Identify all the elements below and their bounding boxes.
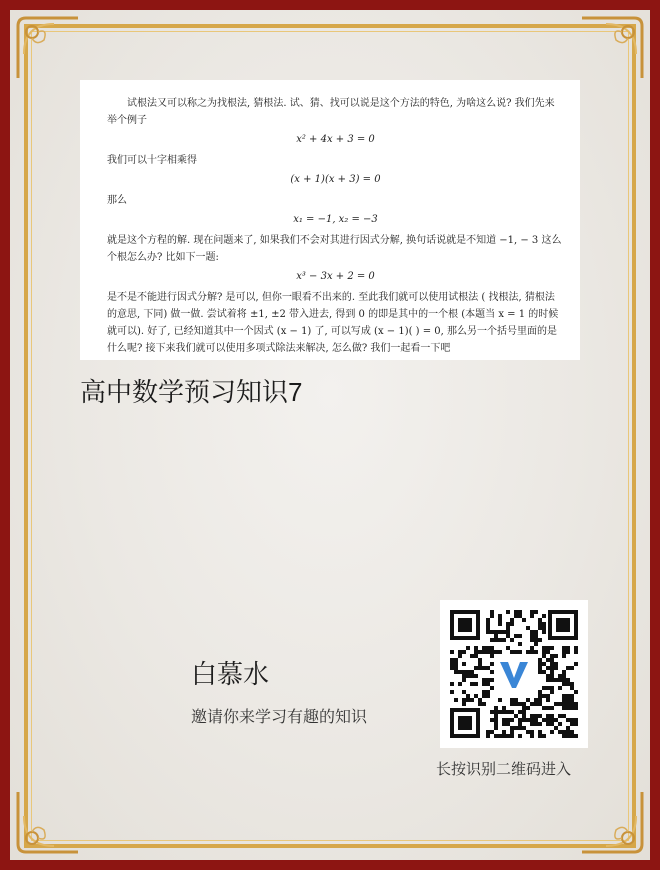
excerpt-paragraph: 试根法又可以称之为找根法, 猜根法. 试、猜、找可以说是这个方法的特色, 为啥这么说? 我们先来举个例子 <box>107 98 555 126</box>
excerpt-paragraph: 那么 <box>107 195 127 206</box>
excerpt-equation: x² + 4x + 3 = 0 <box>296 134 375 145</box>
excerpt-equation: x₁ = −1, x₂ = −3 <box>293 214 378 225</box>
qr-code[interactable] <box>440 600 588 748</box>
page-title: 高中数学预习知识7 <box>80 377 303 407</box>
ornament-corner-icon <box>578 788 646 856</box>
ornament-corner-icon <box>14 788 82 856</box>
excerpt-paragraph: 就是这个方程的解. 现在问题来了, 如果我们不会对其进行因式分解, 换句话说就是不知道 −1, − 3 这么个根怎么办? 比如下一题: <box>107 235 562 263</box>
article-excerpt <box>80 80 580 360</box>
qr-caption: 长按识别二维码进入 <box>436 760 572 778</box>
excerpt-paragraph: 是不是不能进行因式分解? 是可以, 但你一眼看不出来的. 至此我们就可以使用试根法 ( 找根法, 猜根法的意思, 下同) 做一做. 尝试着将 ±1, ±2 带入进去, 得到 0 的即是其中的一个根 (本题当 x = 1 的时候就可以). 好了, 已经知道其中一个因式 (x − 1) 了, 可以写成 (x − 1)( ) = 0, 那么另一个括号里面的是什么呢? 接下来我们就可以使用多项式除法来解决, 怎么做? 我们一起看一下吧 <box>107 292 559 354</box>
excerpt-paragraph: 我们可以十字相乘得 <box>107 155 197 166</box>
author-name: 白慕水 <box>191 659 270 689</box>
ornament-corner-icon <box>14 14 82 82</box>
excerpt-equation: (x + 1)(x + 3) = 0 <box>290 174 381 185</box>
invite-text: 邀请你来学习有趣的知识 <box>191 707 368 726</box>
ornament-corner-icon <box>578 14 646 82</box>
qr-logo-icon <box>496 656 532 692</box>
excerpt-equation: x³ − 3x + 2 = 0 <box>296 271 375 282</box>
